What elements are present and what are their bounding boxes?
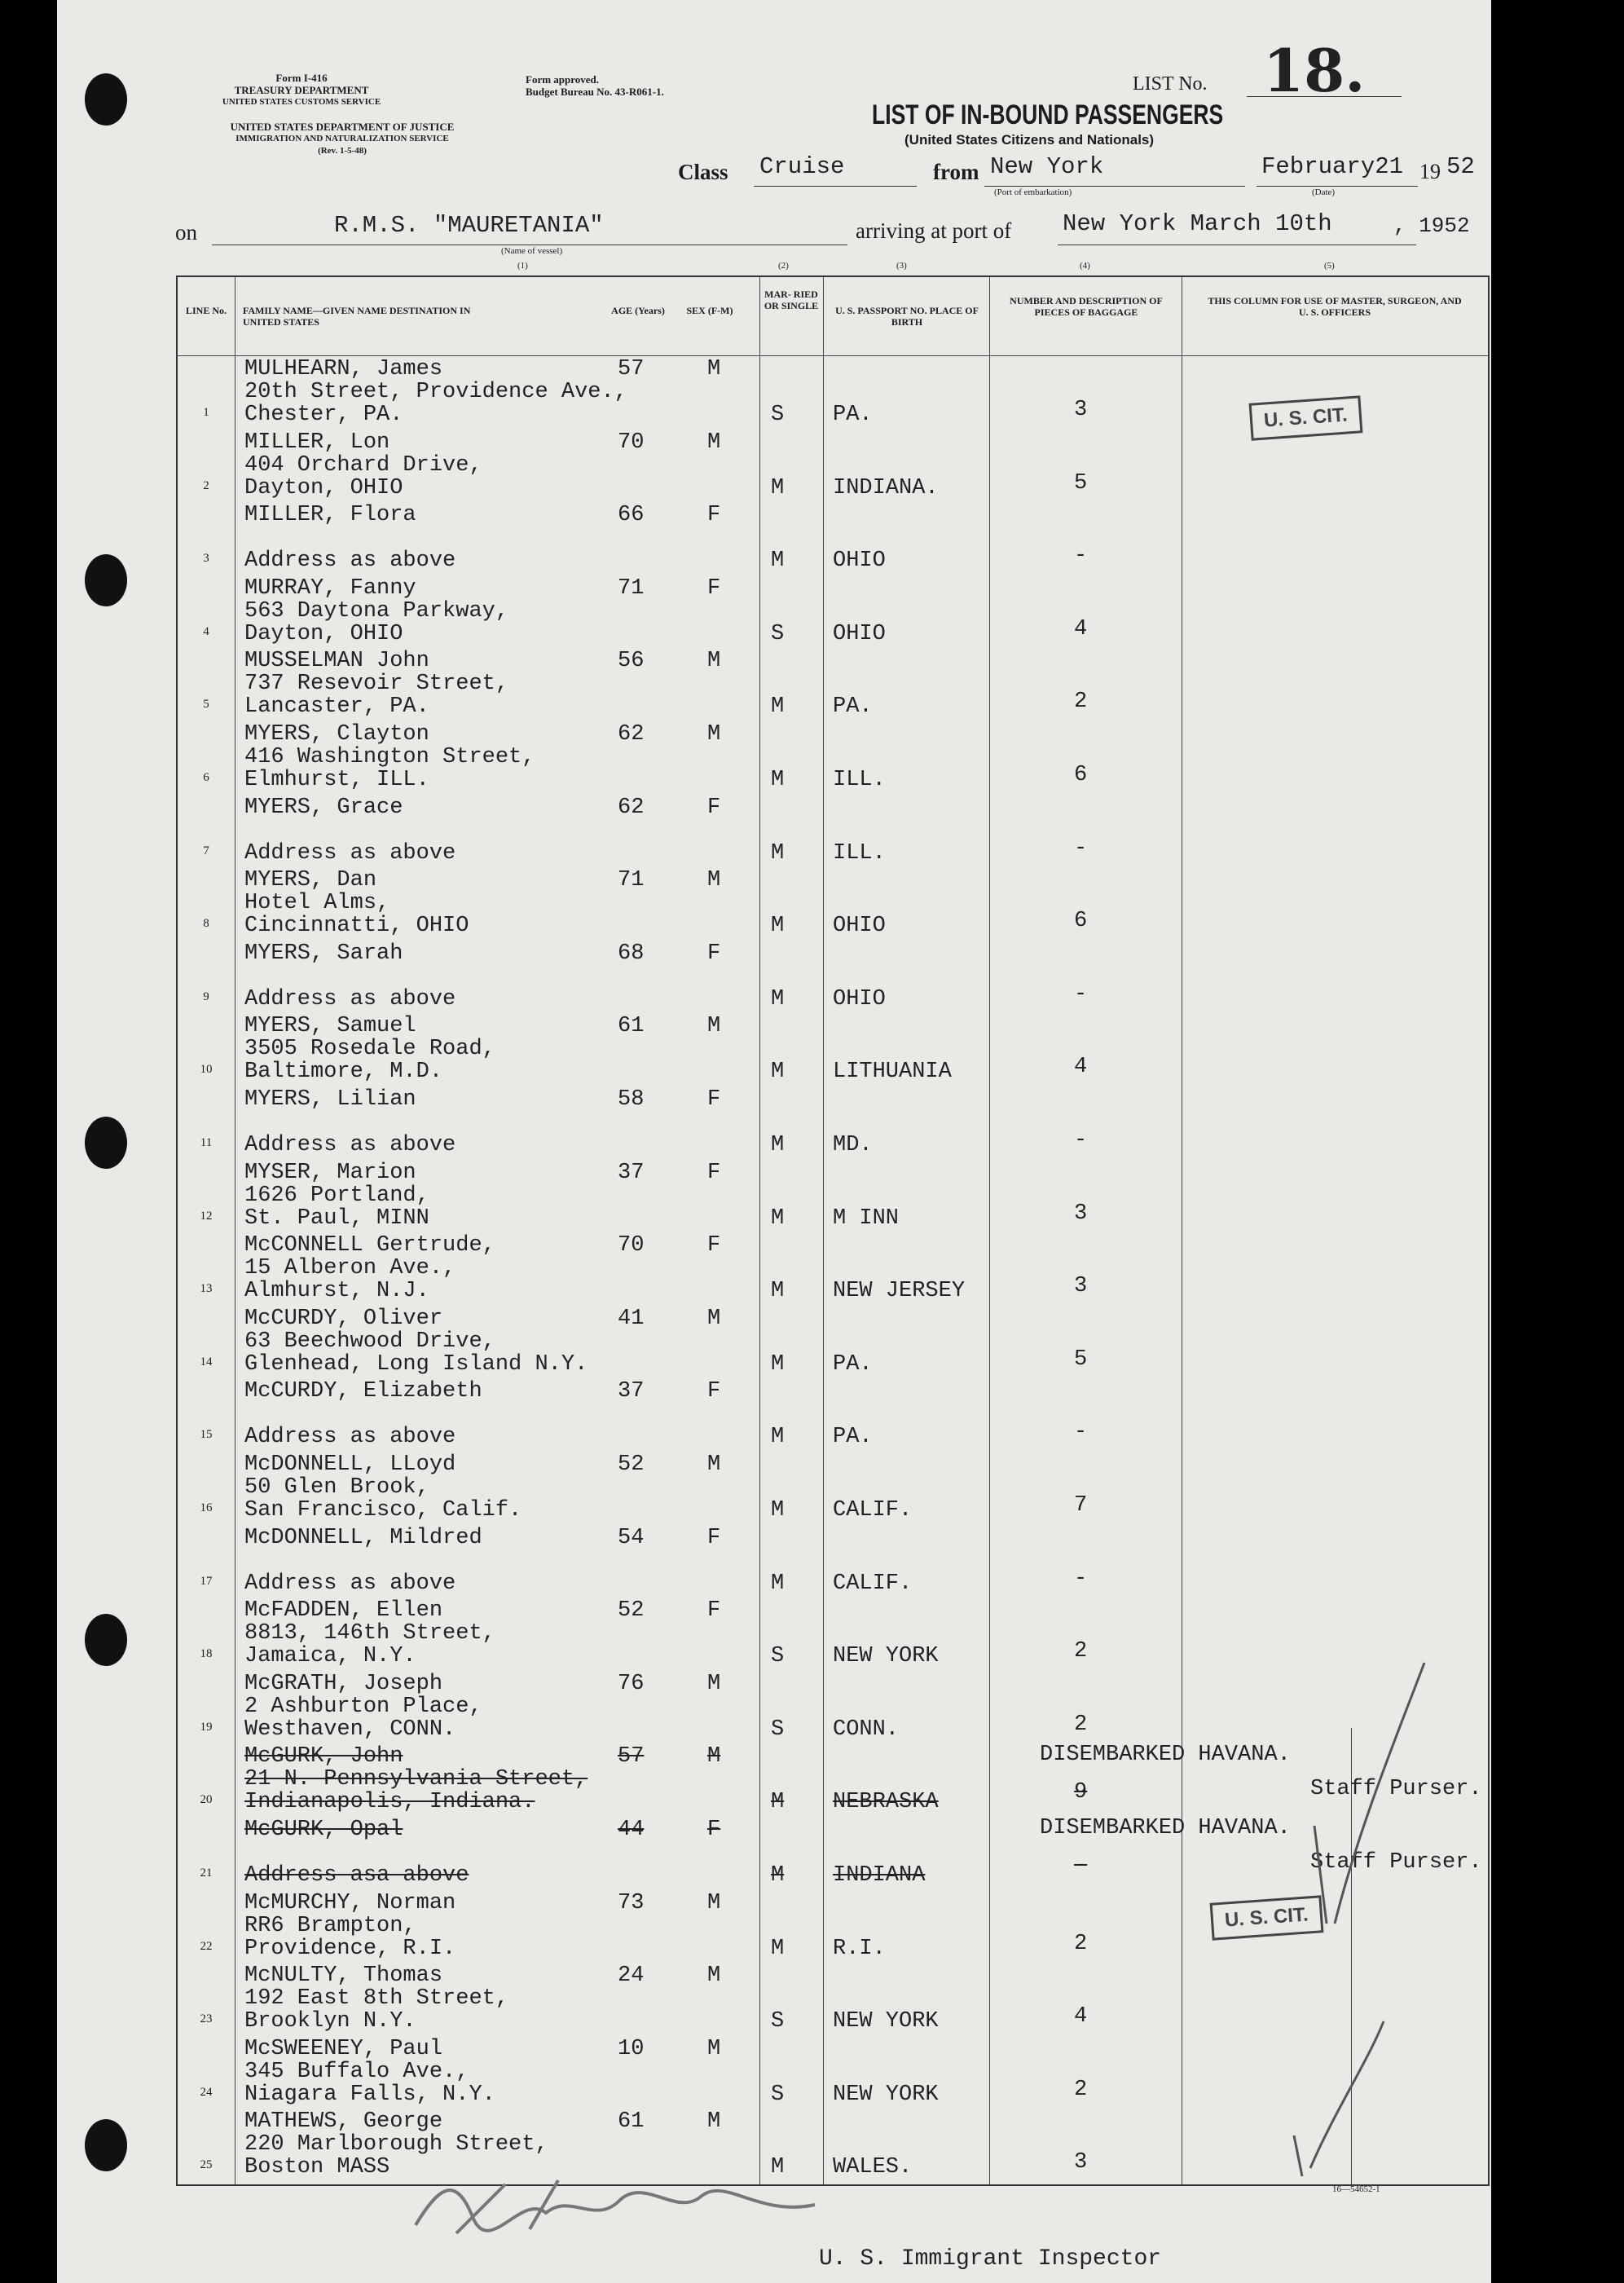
place-of-birth: CONN.	[833, 1717, 900, 1742]
passenger-name: MYERS, Sarah	[244, 941, 403, 966]
sex: F	[707, 1379, 721, 1404]
place-of-birth: WALES.	[833, 2155, 913, 2180]
customs-service: UNITED STATES CUSTOMS SERVICE	[222, 97, 381, 107]
line-number: 24	[200, 2085, 213, 2099]
inspector-signature	[407, 2168, 831, 2241]
address-line-2: Dayton, OHIO	[244, 475, 403, 500]
header-line-no: LINE No.	[185, 305, 227, 316]
baggage-count: 2	[1074, 1712, 1088, 1737]
address-line-2: Dayton, OHIO	[244, 621, 403, 646]
sex: M	[707, 2036, 721, 2061]
ins-service: IMMIGRATION AND NATURALIZATION SERVICE	[235, 134, 449, 143]
baggage-count: -	[1074, 1853, 1088, 1878]
age: 76	[618, 1671, 645, 1696]
line-number: 18	[200, 1647, 213, 1661]
place-of-birth: OHIO	[833, 914, 886, 939]
sex: F	[707, 795, 721, 820]
passenger-name: MYERS, Lilian	[244, 1087, 416, 1112]
address-line-2: Elmhurst, ILL.	[244, 768, 429, 792]
marital-status: M	[771, 1790, 785, 1815]
passenger-name: MYERS, Samuel	[244, 1014, 416, 1039]
line-number: 19	[200, 1720, 213, 1734]
age: 37	[618, 1160, 645, 1185]
address-line-2: Providence, R.I.	[244, 1936, 456, 1961]
place-of-birth: INDIANA	[833, 1863, 926, 1888]
age: 58	[618, 1087, 645, 1112]
sex: M	[707, 868, 721, 893]
date-caption: (Date)	[1312, 187, 1336, 197]
sex: M	[707, 1744, 721, 1770]
binder-hole	[85, 1117, 127, 1169]
baggage-count: 5	[1074, 470, 1088, 496]
sex: M	[707, 1306, 721, 1331]
binder-hole	[85, 2119, 127, 2171]
line-number: 10	[200, 1063, 213, 1077]
baggage-count: 3	[1074, 1201, 1088, 1226]
marital-status: S	[771, 1644, 785, 1669]
marital-status: M	[771, 986, 785, 1011]
address-line-1: 2 Ashburton Place,	[244, 1694, 482, 1719]
address-line-2: Address asa above	[244, 1863, 469, 1888]
address-line-1: 50 Glen Brook,	[244, 1475, 429, 1500]
baggage-count: -	[1074, 544, 1088, 569]
place-of-birth: MD.	[833, 1133, 873, 1157]
line-number: 15	[200, 1428, 213, 1442]
marital-status: M	[771, 1133, 785, 1157]
baggage-count: 2	[1074, 1639, 1088, 1664]
sex: M	[707, 1963, 721, 1989]
from-label: from	[933, 160, 979, 184]
column-number-4: (4)	[1080, 261, 1090, 271]
line-number: 6	[203, 771, 209, 784]
address-line-1: 404 Orchard Drive,	[244, 452, 482, 478]
passenger-name: MYERS, Dan	[244, 868, 377, 893]
line-number: 14	[200, 1355, 213, 1368]
year-prefix: 19	[1419, 160, 1441, 183]
place-of-birth: PA.	[833, 694, 873, 720]
passenger-name: MYERS, Clayton	[244, 722, 429, 747]
age: 56	[618, 649, 645, 674]
address-line-2: Indianapolis, Indiana.	[244, 1790, 535, 1815]
age: 61	[618, 1014, 645, 1039]
place-of-birth: ILL.	[833, 840, 886, 866]
document-subtitle: (United States Citizens and Nationals)	[904, 132, 1155, 148]
marital-status: M	[771, 1498, 785, 1523]
passenger-name: McGRATH, Joseph	[244, 1671, 443, 1696]
passenger-name: McCURDY, Elizabeth	[244, 1379, 482, 1404]
baggage-count: 9	[1074, 1780, 1088, 1805]
place-of-birth: NEW JERSEY	[833, 1279, 966, 1304]
passenger-name: MILLER, Flora	[244, 503, 416, 528]
agency-block	[163, 72, 440, 108]
arriving-label: arriving at port of	[856, 218, 1012, 243]
class-label: Class	[678, 160, 728, 184]
place-of-birth: M INN	[833, 1205, 900, 1231]
sex: M	[707, 2109, 721, 2135]
on-label: on	[175, 220, 197, 245]
header-passport: U. S. PASSPORT NO. PLACE OF BIRTH	[835, 305, 979, 328]
place-of-birth: OHIO	[833, 986, 886, 1011]
address-line-1: 220 Marlborough Street,	[244, 2132, 548, 2157]
justice-dept: UNITED STATES DEPARTMENT OF JUSTICE	[230, 121, 455, 133]
address-line-2: Westhaven, CONN.	[244, 1717, 456, 1742]
marital-status: S	[771, 1717, 785, 1742]
marital-status: M	[771, 549, 785, 574]
address-line-2: Address as above	[244, 1571, 456, 1596]
line-number: 25	[200, 2158, 213, 2172]
line-number: 4	[203, 624, 209, 638]
address-line-2: Cincinnatti, OHIO	[244, 914, 469, 939]
column-number-1: (1)	[517, 261, 528, 271]
age: 73	[618, 1890, 645, 1915]
class-value: Cruise	[759, 153, 845, 180]
year-suffix: 52	[1446, 153, 1475, 180]
place-of-birth: LITHUANIA	[833, 1060, 952, 1085]
passenger-name: McMURCHY, Norman	[244, 1890, 456, 1915]
baggage-count: 5	[1074, 1346, 1088, 1372]
passenger-name: MILLER, Lon	[244, 430, 390, 455]
age: 41	[618, 1306, 645, 1331]
line-number: 8	[203, 917, 209, 931]
inspector-label: U. S. Immigrant Inspector	[819, 2246, 1162, 2272]
address-line-2: Address as above	[244, 549, 456, 574]
header-married: MAR- RIED OR SINGLE	[764, 289, 819, 311]
baggage-count: 4	[1074, 2004, 1088, 2030]
baggage-count: 3	[1074, 1274, 1088, 1299]
column-number-5: (5)	[1324, 261, 1335, 271]
baggage-count: -	[1074, 981, 1088, 1007]
address-line-1: 21 N. Pennsylvania Street,	[244, 1767, 588, 1792]
address-line-2: Almhurst, N.J.	[244, 1279, 429, 1304]
marital-status: M	[771, 1279, 785, 1304]
binder-hole	[85, 1614, 127, 1666]
address-line-1: 563 Daytona Parkway,	[244, 598, 509, 624]
sex: F	[707, 1598, 721, 1624]
age: 71	[618, 868, 645, 893]
baggage-count: -	[1074, 1566, 1088, 1591]
address-line-2: Address as above	[244, 986, 456, 1011]
place-of-birth: PA.	[833, 403, 873, 427]
sex: F	[707, 1525, 721, 1550]
treasury-dept: TREASURY DEPARTMENT	[234, 84, 369, 96]
address-line-2: Chester, PA.	[244, 403, 403, 427]
header-officer-use: THIS COLUMN FOR USE OF MASTER, SURGEON, AND U. S. OFFICERS	[1208, 295, 1462, 318]
passenger-name: MULHEARN, James	[244, 357, 443, 381]
address-line-1: 15 Alberon Ave.,	[244, 1256, 456, 1281]
binder-hole	[85, 554, 127, 606]
age: 57	[618, 357, 645, 381]
line-number: 7	[203, 844, 209, 857]
address-line-1: 1626 Portland,	[244, 1183, 429, 1208]
baggage-count: 2	[1074, 690, 1088, 715]
age: 52	[618, 1452, 645, 1477]
marital-status: M	[771, 475, 785, 500]
marital-status: M	[771, 914, 785, 939]
header-age: AGE (Years)	[611, 305, 665, 316]
passenger-name: MUSSELMAN John	[244, 649, 429, 674]
passenger-name: MATHEWS, George	[244, 2109, 443, 2135]
header-baggage: NUMBER AND DESCRIPTION OF PIECES OF BAGGAGE	[1010, 295, 1163, 318]
list-no-label: LIST No.	[1133, 73, 1208, 95]
officer-signoff: Staff Purser.	[1310, 1850, 1482, 1875]
age: 70	[618, 1233, 645, 1258]
approval-block	[526, 73, 803, 98]
line-number: 16	[200, 1501, 213, 1514]
address-line-1: 737 Resevoir Street,	[244, 672, 509, 697]
line-number: 5	[203, 698, 209, 712]
list-number-handwritten: 18.	[1263, 36, 1366, 105]
address-line-2: Address as above	[244, 1133, 456, 1157]
passenger-name: MYSER, Marion	[244, 1160, 416, 1185]
place-of-birth: NEW YORK	[833, 2082, 939, 2107]
passenger-name: McDONNELL, Mildred	[244, 1525, 482, 1550]
form-approved: Form approved.	[526, 73, 600, 86]
address-line-2: Glenhead, Long Island N.Y.	[244, 1351, 588, 1377]
address-line-1: 416 Washington Street,	[244, 745, 535, 769]
age: 37	[618, 1379, 645, 1404]
address-line-2: Boston MASS	[244, 2155, 390, 2180]
baggage-count: 3	[1074, 398, 1088, 422]
age: 54	[618, 1525, 645, 1550]
header-name: FAMILY NAME—GIVEN NAME DESTINATION IN UNITED STATES	[243, 305, 471, 328]
passenger-name: McCONNELL Gertrude,	[244, 1233, 495, 1258]
passenger-name: McDONNELL, LLoyd	[244, 1452, 456, 1477]
arrival-port-date: New York March 10th	[1063, 210, 1332, 237]
marital-status: M	[771, 1425, 785, 1450]
place-of-birth: NEW YORK	[833, 1644, 939, 1669]
form-code: 16—54652-1	[1332, 2184, 1380, 2194]
address-line-1: 8813, 146th Street,	[244, 1621, 495, 1646]
column-number-3: (3)	[896, 261, 907, 271]
line-number: 12	[200, 1209, 213, 1223]
passenger-name: McGURK, John	[244, 1744, 403, 1770]
marital-status: M	[771, 1936, 785, 1961]
age: 62	[618, 722, 645, 747]
place-of-birth: OHIO	[833, 549, 886, 574]
officer-note: DISEMBARKED HAVANA.	[1040, 1816, 1291, 1840]
age: 44	[618, 1818, 645, 1842]
form-number: Form I-416	[275, 72, 328, 84]
baggage-count: 3	[1074, 2150, 1088, 2175]
age: 57	[618, 1744, 645, 1770]
address-line-2: Niagara Falls, N.Y.	[244, 2082, 495, 2107]
sex: F	[707, 941, 721, 966]
line-number: 21	[200, 1867, 213, 1880]
line-number: 13	[200, 1282, 213, 1296]
address-line-2: Lancaster, PA.	[244, 694, 429, 720]
marital-status: M	[771, 1060, 785, 1085]
marital-status: M	[771, 1571, 785, 1596]
handwritten-marks	[178, 277, 1488, 2184]
place-of-birth: NEBRASKA	[833, 1790, 939, 1815]
sex: F	[707, 503, 721, 528]
port-of-embarkation: New York	[990, 153, 1104, 180]
age: 61	[618, 2109, 645, 2135]
us-citizen-stamp: U. S. CIT.	[1210, 1895, 1324, 1940]
sex: M	[707, 1014, 721, 1039]
address-line-2: San Francisco, Calif.	[244, 1498, 522, 1523]
marital-status: M	[771, 840, 785, 866]
line-number: 11	[200, 1136, 213, 1149]
address-line-1: 20th Street, Providence Ave.,	[244, 380, 627, 404]
address-line-2: Brooklyn N.Y.	[244, 2009, 416, 2034]
age: 66	[618, 503, 645, 528]
address-line-1: 3505 Rosedale Road,	[244, 1037, 495, 1062]
address-line-2: St. Paul, MINN	[244, 1205, 429, 1231]
us-citizen-stamp: U. S. CIT.	[1249, 395, 1363, 440]
passenger-name: McGURK, Opal	[244, 1818, 403, 1842]
age: 52	[618, 1598, 645, 1624]
baggage-count: 6	[1074, 909, 1088, 934]
marital-status: M	[771, 768, 785, 792]
marital-status: M	[771, 2155, 785, 2180]
sex: F	[707, 1160, 721, 1185]
sex: M	[707, 430, 721, 455]
address-line-1: Hotel Alms,	[244, 891, 390, 916]
place-of-birth: PA.	[833, 1425, 873, 1450]
age: 71	[618, 575, 645, 601]
vessel-name: R.M.S. "MAURETANIA"	[334, 212, 604, 239]
age: 24	[618, 1963, 645, 1989]
line-number: 3	[203, 552, 209, 566]
marital-status: S	[771, 2009, 785, 2034]
place-of-birth: OHIO	[833, 621, 886, 646]
budget-bureau: Budget Bureau No. 43-R061-1.	[526, 86, 664, 98]
age: 68	[618, 941, 645, 966]
place-of-birth: NEW YORK	[833, 2009, 939, 2034]
marital-status: S	[771, 621, 785, 646]
address-line-1: 345 Buffalo Ave.,	[244, 2059, 469, 2084]
manifest-page	[57, 0, 1491, 2283]
passenger-name: MYERS, Grace	[244, 795, 403, 820]
header-sex: SEX (F-M)	[686, 305, 733, 316]
baggage-count: 2	[1074, 2077, 1088, 2102]
sex: F	[707, 1233, 721, 1258]
port-caption: (Port of embarkation)	[994, 187, 1072, 197]
line-number: 20	[200, 1793, 213, 1807]
address-line-2: Baltimore, M.D.	[244, 1060, 443, 1085]
address-line-2: Jamaica, N.Y.	[244, 1644, 416, 1669]
marital-status: S	[771, 2082, 785, 2107]
place-of-birth: INDIANA.	[833, 475, 939, 500]
passenger-name: McCURDY, Oliver	[244, 1306, 443, 1331]
baggage-count: 4	[1074, 1055, 1088, 1080]
address-line-1: RR6 Brampton,	[244, 1913, 416, 1938]
place-of-birth: R.I.	[833, 1936, 886, 1961]
sex: F	[707, 1087, 721, 1112]
sex: M	[707, 722, 721, 747]
marital-status: M	[771, 1205, 785, 1231]
address-line-2: Address as above	[244, 840, 456, 866]
age: 10	[618, 2036, 645, 2061]
baggage-count: 4	[1074, 616, 1088, 641]
officer-signoff: Staff Purser.	[1310, 1777, 1482, 1802]
address-line-1: 192 East 8th Street,	[244, 1986, 509, 2012]
line-number: 23	[200, 2012, 213, 2026]
marital-status: S	[771, 403, 785, 427]
justice-block	[163, 121, 522, 157]
marital-status: M	[771, 1863, 785, 1888]
line-number: 2	[203, 478, 209, 492]
line-number: 17	[200, 1574, 213, 1588]
sex: F	[707, 1818, 721, 1842]
sex: F	[707, 575, 721, 601]
binder-hole	[85, 73, 127, 126]
passenger-name: McSWEENEY, Paul	[244, 2036, 443, 2061]
arrival-year: , 1952	[1393, 214, 1470, 238]
embarkation-date: February21	[1261, 153, 1404, 180]
place-of-birth: ILL.	[833, 768, 886, 792]
place-of-birth: CALIF.	[833, 1571, 913, 1596]
baggage-count: -	[1074, 835, 1088, 861]
sex: M	[707, 649, 721, 674]
marital-status: M	[771, 694, 785, 720]
baggage-count: -	[1074, 1420, 1088, 1445]
sex: M	[707, 1671, 721, 1696]
officer-note: DISEMBARKED HAVANA.	[1040, 1743, 1291, 1768]
baggage-count: 6	[1074, 763, 1088, 787]
address-line-1: 63 Beechwood Drive,	[244, 1329, 495, 1354]
sex: M	[707, 357, 721, 381]
baggage-count: 7	[1074, 1493, 1088, 1518]
place-of-birth: CALIF.	[833, 1498, 913, 1523]
passenger-name: McFADDEN, Ellen	[244, 1598, 443, 1624]
sex: M	[707, 1890, 721, 1915]
baggage-count: 2	[1074, 1931, 1088, 1956]
document-title: LIST OF IN-BOUND PASSENGERS	[872, 99, 1224, 130]
passenger-name: McNULTY, Thomas	[244, 1963, 443, 1989]
line-number: 22	[200, 1939, 213, 1953]
passenger-name: MURRAY, Fanny	[244, 575, 416, 601]
address-line-2: Address as above	[244, 1425, 456, 1450]
sex: M	[707, 1452, 721, 1477]
column-number-2: (2)	[778, 261, 789, 271]
place-of-birth: PA.	[833, 1351, 873, 1377]
marital-status: M	[771, 1351, 785, 1377]
line-number: 1	[203, 406, 209, 419]
vessel-caption: (Name of vessel)	[501, 246, 563, 256]
passenger-table	[176, 275, 1490, 2186]
age: 70	[618, 430, 645, 455]
line-number: 9	[203, 989, 209, 1003]
baggage-count: -	[1074, 1128, 1088, 1153]
revision: (Rev. 1-5-48)	[318, 146, 367, 156]
age: 62	[618, 795, 645, 820]
